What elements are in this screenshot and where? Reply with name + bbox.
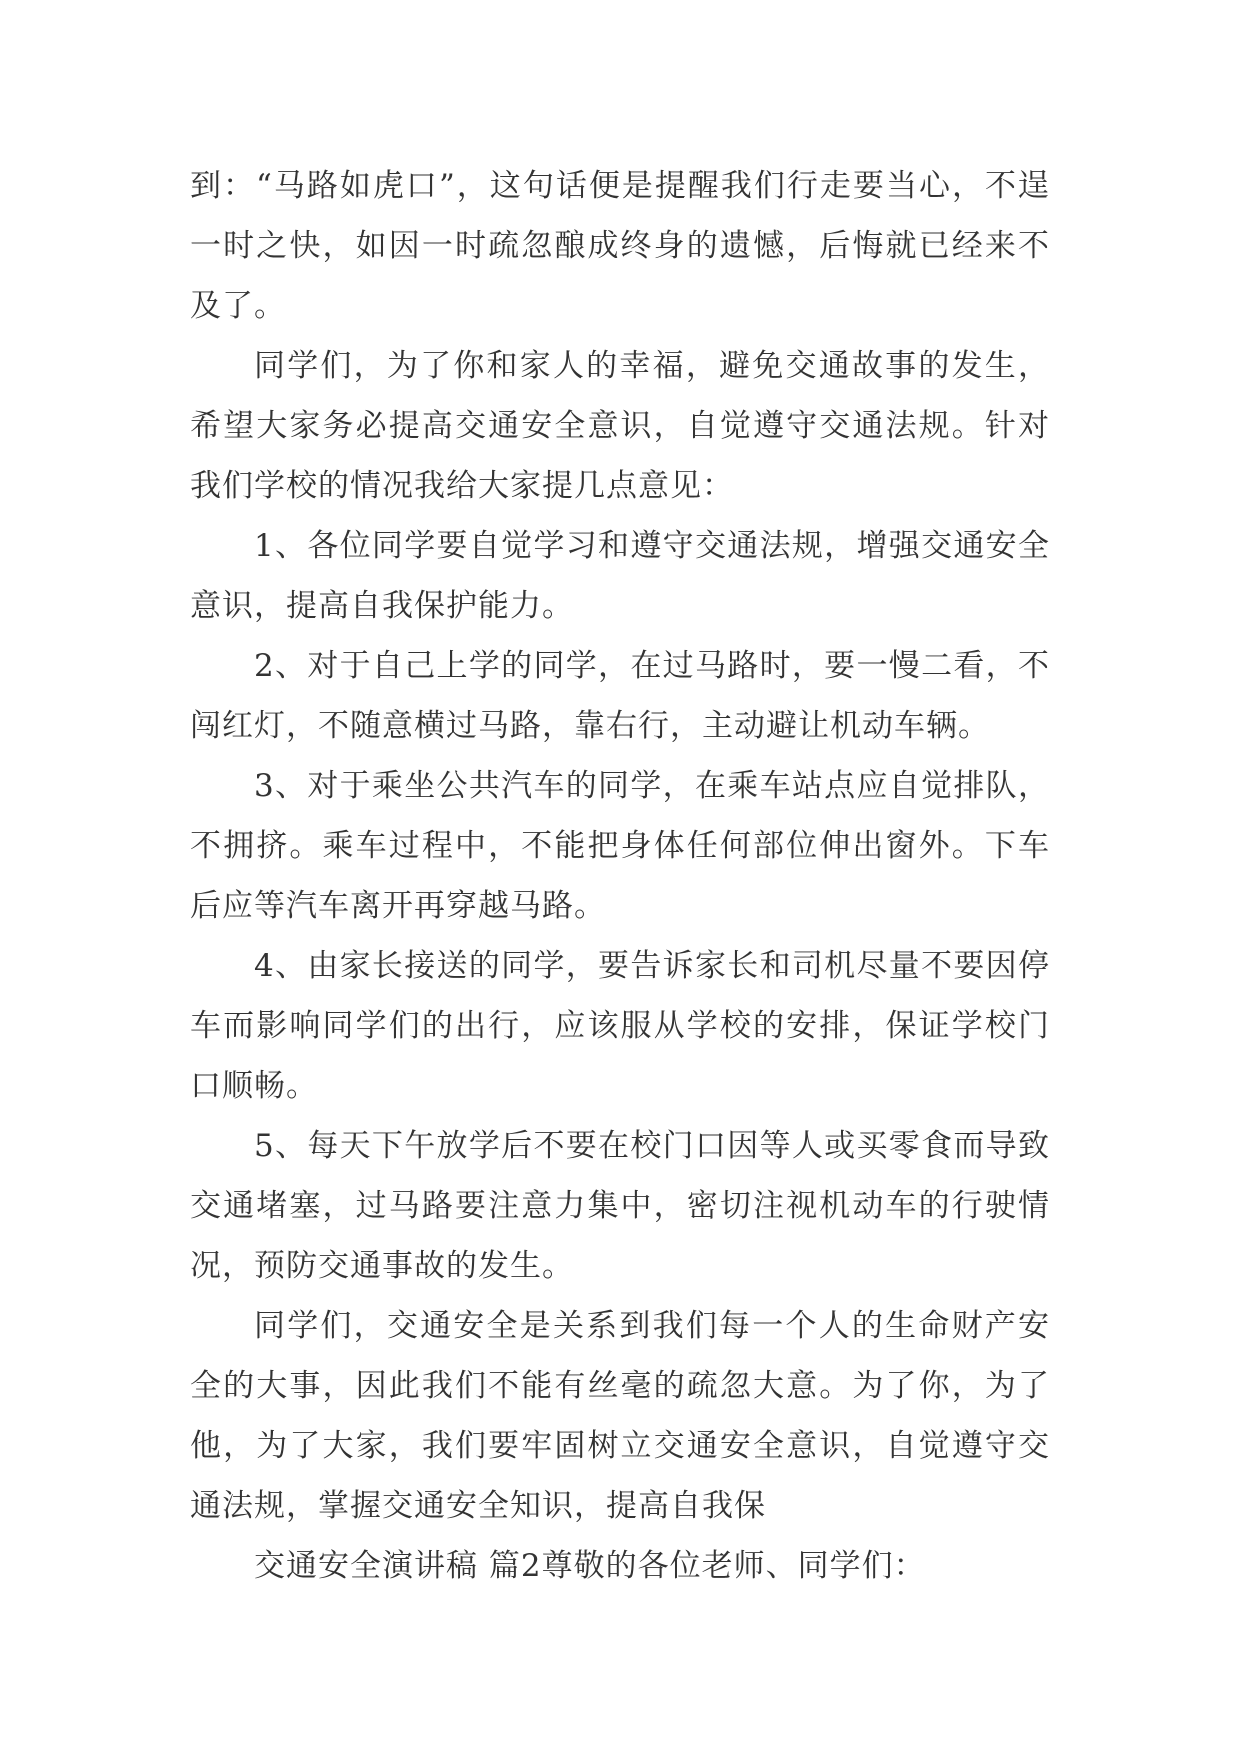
- section-heading: 交通安全演讲稿 篇2尊敬的各位老师、同学们：: [254, 1548, 926, 1584]
- paragraph-conclusion: 同学们，交通安全是关系到我们每一个人的生命财产安全的大事，因此我们不能有丝毫的疏忽大意。为了你，为了他，为了大家，我们要牢固树立交通安全意识，自觉遵守交通法规，掌握交通安全知识，提高自我保: [190, 1308, 1050, 1524]
- paragraph-intro: 同学们，为了你和家人的幸福，避免交通故事的发生，希望大家务必提高交通安全意识，自觉遵守交通法规。针对我们学校的情况我给大家提几点意见：: [190, 348, 1050, 504]
- paragraph-point-5: 5、每天下午放学后不要在校门口因等人或买零食而导致交通堵塞，过马路要注意力集中，密切注视机动车的行驶情况，预防交通事故的发生。: [190, 1128, 1050, 1284]
- paragraph-continuation: 到：“马路如虎口”，这句话便是提醒我们行走要当心，不逞一时之快，如因一时疏忽酿成终身的遗憾，后悔就已经来不及了。: [190, 168, 1050, 324]
- paragraph-point-3: 3、对于乘坐公共汽车的同学，在乘车站点应自觉排队，不拥挤。乘车过程中，不能把身体任何部位伸出窗外。下车后应等汽车离开再穿越马路。: [190, 768, 1050, 924]
- paragraph-point-1: 1、各位同学要自觉学习和遵守交通法规，增强交通安全意识，提高自我保护能力。: [190, 528, 1050, 624]
- body-text: [190, 156, 1050, 1596]
- paragraph-point-4: 4、由家长接送的同学，要告诉家长和司机尽量不要因停车而影响同学们的出行，应该服从学校的安排，保证学校门口顺畅。: [190, 948, 1050, 1104]
- paragraph-point-2: 2、对于自己上学的同学，在过马路时，要一慢二看，不闯红灯，不随意横过马路，靠右行，主动避让机动车辆。: [190, 648, 1050, 744]
